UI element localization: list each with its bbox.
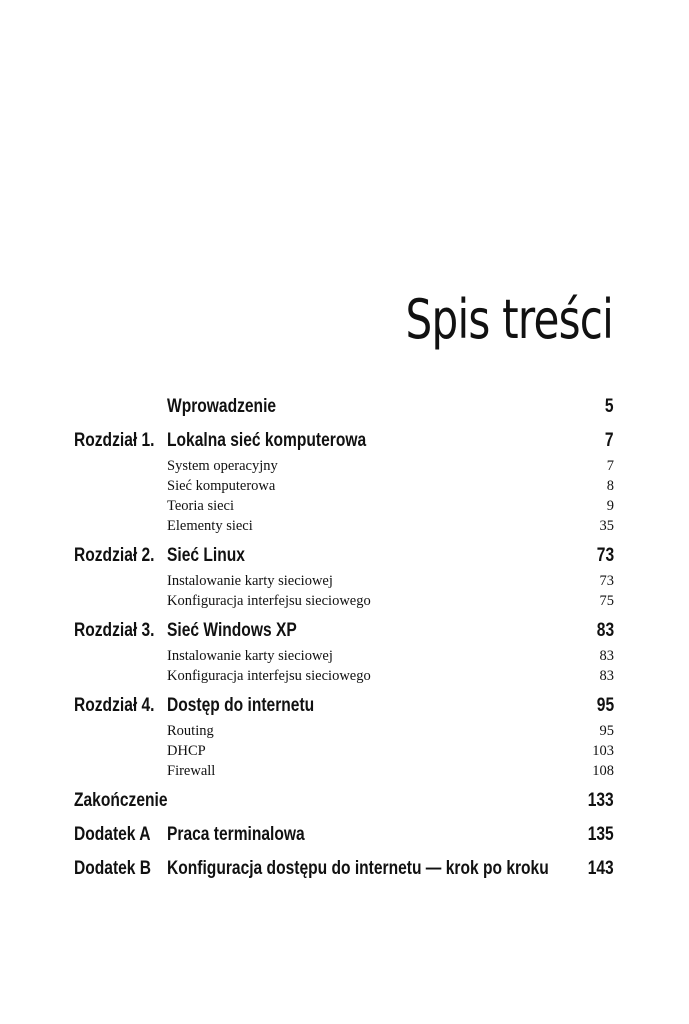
toc-heading: Praca terminalowa bbox=[167, 824, 305, 845]
toc-subentry-page: 108 bbox=[592, 763, 614, 779]
toc-subentry-title: Firewall bbox=[167, 763, 216, 779]
toc-chapter-label: Dodatek B bbox=[74, 858, 152, 879]
toc-page-number: 5 bbox=[605, 396, 614, 417]
toc-chapter-label: Zakończenie bbox=[74, 790, 168, 811]
toc-heading: Wprowadzenie bbox=[167, 396, 277, 417]
toc-chapter-label: Rozdział 1. bbox=[74, 430, 155, 451]
toc-heading: Sieć Windows XP bbox=[167, 620, 297, 641]
toc-subentry-page: 95 bbox=[599, 723, 614, 739]
toc-subentry-page: 83 bbox=[599, 648, 614, 664]
toc-subentry-page: 103 bbox=[592, 743, 614, 759]
toc-subentry-title: Konfiguracja interfejsu sieciowego bbox=[167, 668, 371, 684]
toc-page-number: 7 bbox=[605, 430, 614, 451]
toc-heading: Dostęp do internetu bbox=[167, 695, 315, 716]
toc-heading: Konfiguracja dostępu do internetu — krok po kroku bbox=[167, 858, 549, 879]
toc-subentry-title: Sieć komputerowa bbox=[167, 478, 276, 494]
toc-subentry-page: 75 bbox=[599, 593, 614, 609]
toc-subentry-title: Konfiguracja interfejsu sieciowego bbox=[167, 593, 371, 609]
toc-subentry-title: Instalowanie karty sieciowej bbox=[167, 648, 333, 664]
toc-subentry-page: 35 bbox=[599, 518, 614, 534]
toc-page-number: 73 bbox=[596, 545, 614, 566]
toc-page-number: 143 bbox=[588, 858, 614, 879]
toc-page-number: 83 bbox=[596, 620, 614, 641]
toc-page-number: 133 bbox=[588, 790, 614, 811]
toc-chapter-label: Rozdział 4. bbox=[74, 695, 155, 716]
toc-subentry-title: Instalowanie karty sieciowej bbox=[167, 573, 333, 589]
toc-subentry-title: Teoria sieci bbox=[167, 498, 235, 514]
toc-subentry-page: 8 bbox=[606, 478, 614, 494]
toc-subentry-title: System operacyjny bbox=[167, 458, 278, 474]
toc-subentry-page: 83 bbox=[599, 668, 614, 684]
toc-subentry-page: 73 bbox=[599, 573, 614, 589]
toc-subentry-page: 7 bbox=[606, 458, 614, 474]
toc-subentry-title: Routing bbox=[167, 723, 214, 739]
toc-page-number: 95 bbox=[596, 695, 614, 716]
toc-heading: Lokalna sieć komputerowa bbox=[167, 430, 367, 451]
toc-heading: Sieć Linux bbox=[167, 545, 245, 566]
toc-subentry-title: Elementy sieci bbox=[167, 518, 253, 534]
toc-chapter-label: Rozdział 2. bbox=[74, 545, 155, 566]
toc-chapter-label: Rozdział 3. bbox=[74, 620, 155, 641]
toc-subentry-title: DHCP bbox=[167, 743, 206, 759]
toc-subentry-page: 9 bbox=[606, 498, 614, 514]
page-title: Spis treści bbox=[405, 288, 613, 351]
toc-page-number: 135 bbox=[588, 824, 614, 845]
toc-chapter-label: Dodatek A bbox=[74, 824, 151, 845]
